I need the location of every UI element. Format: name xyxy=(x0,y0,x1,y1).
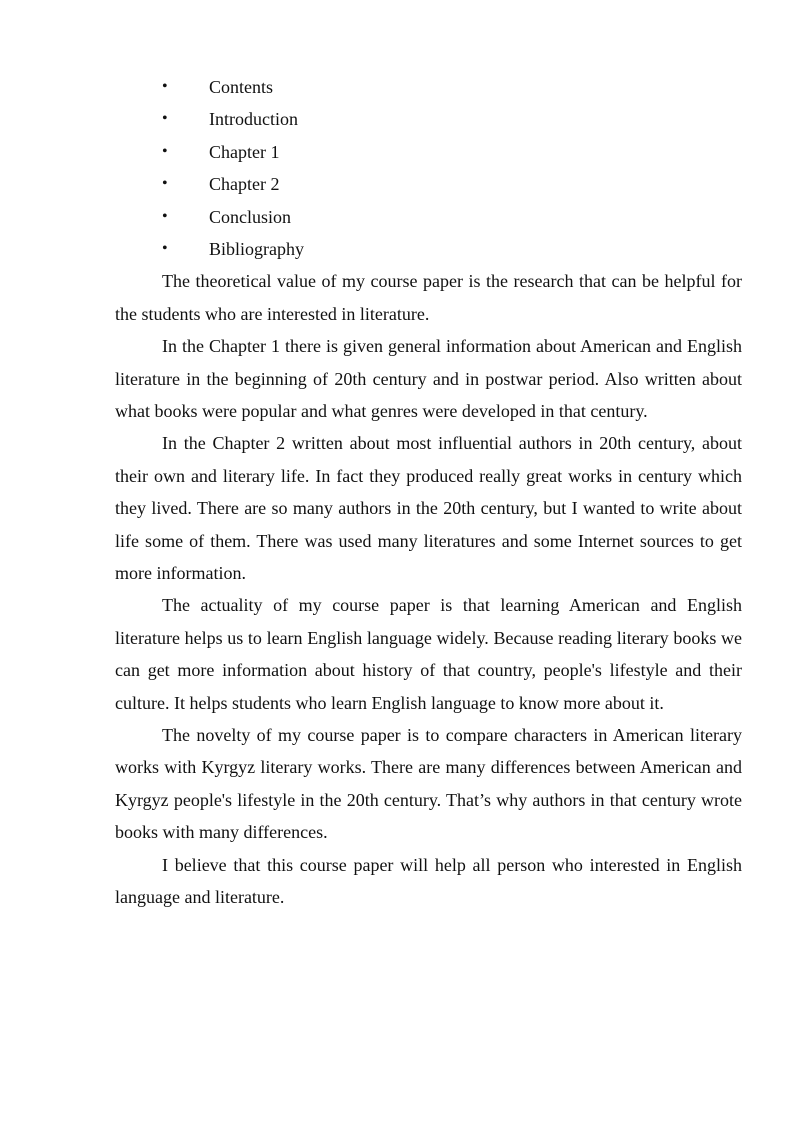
list-item-label: Bibliography xyxy=(209,238,304,259)
contents-list xyxy=(115,71,742,265)
list-item xyxy=(115,71,742,103)
bullet-icon: • xyxy=(162,239,168,257)
bullet-icon: • xyxy=(162,142,168,160)
paragraph-actuality: The actuality of my course paper is that learning American and English literature helps us to learn English language widely. Because reading literary books we can get more information about history of that country, people's lifestyle and their culture. It helps students who learn English language to know more about it. xyxy=(115,595,742,713)
bullet-icon: • xyxy=(162,207,168,225)
paragraph-novelty: The novelty of my course paper is to compare characters in American literary works with Kyrgyz literary works. There are many differences between American and Kyrgyz people's lifestyle in the 20th century. That’s why authors in that century wrote books with many differences. xyxy=(115,725,742,843)
bullet-icon: • xyxy=(162,78,168,95)
list-item xyxy=(115,168,742,200)
bullet-icon: • xyxy=(162,175,168,193)
page-content xyxy=(115,71,742,913)
list-item xyxy=(115,103,742,135)
list-item-label: Chapter 1 xyxy=(209,141,280,162)
list-item-label: Contents xyxy=(209,77,274,97)
list-item xyxy=(115,136,742,168)
list-item-label: Conclusion xyxy=(209,206,292,227)
paragraph-chapter-2: In the Chapter 2 written about most influential authors in 20th century, about their own and literary life. In fact they produced really great works in century which they lived. There are so many authors in the 20th century, but I wanted to write about life some of them. There was used many literatures and some Internet sources to get more information. xyxy=(115,433,742,583)
paragraph-chapter-1: In the Chapter 1 there is given general information about American and English literature in the beginning of 20th century and in postwar period. Also written about what books were popular and what genres were developed in that century. xyxy=(115,336,742,421)
list-item xyxy=(115,201,742,233)
bullet-icon: • xyxy=(162,110,168,128)
paragraph-conclusion: I believe that this course paper will help all person who interested in English language and literature. xyxy=(115,854,742,908)
list-item xyxy=(115,233,742,265)
list-item-label: Chapter 2 xyxy=(209,174,280,195)
list-item-label: Introduction xyxy=(209,109,298,130)
paragraph-theoretical-value: The theoretical value of my course paper is the research that can be helpful for the students who are interested in literature. xyxy=(115,271,742,324)
